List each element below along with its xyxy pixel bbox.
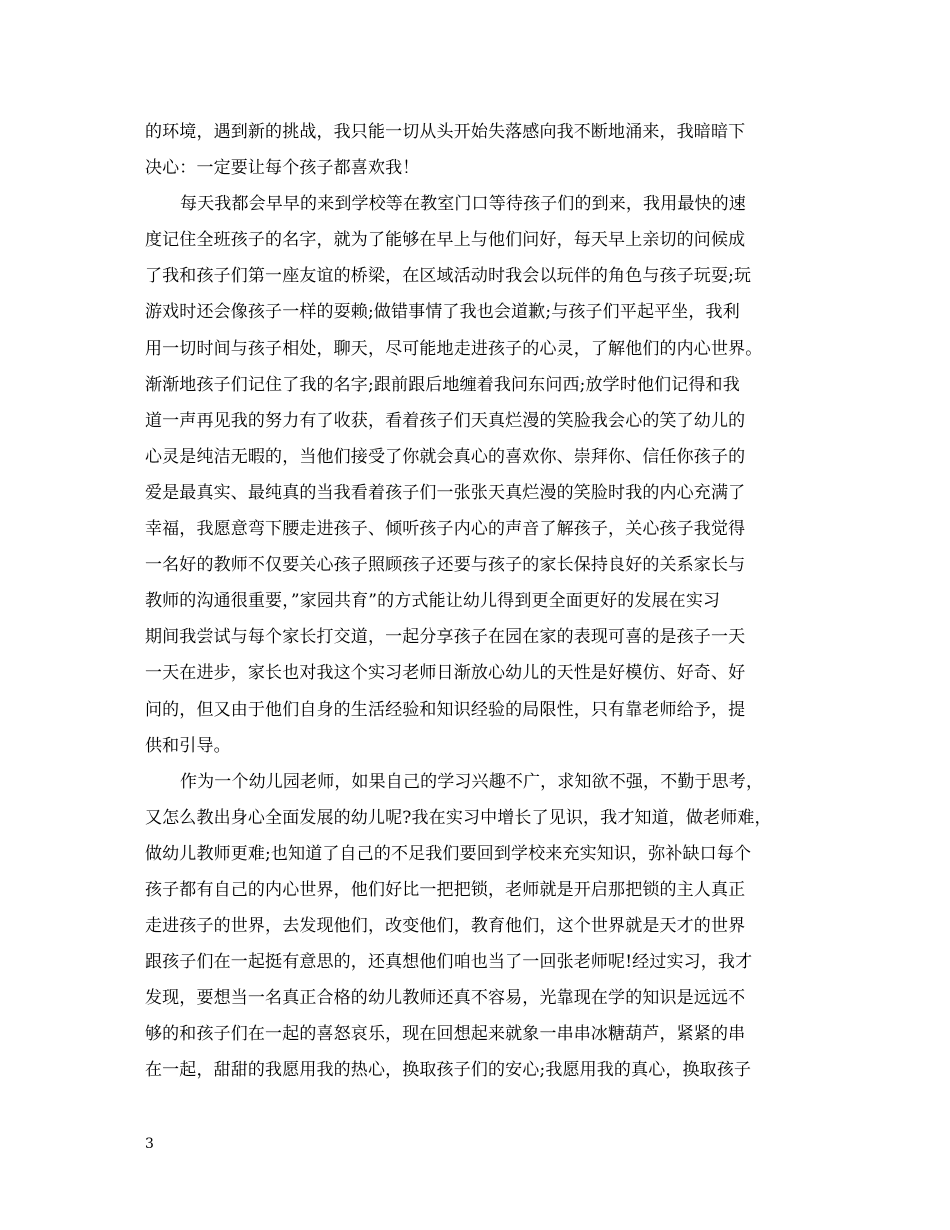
text-line: 幸福，我愿意弯下腰走进孩子、倾听孩子内心的声音了解孩子，关心孩子我觉得 xyxy=(145,519,746,540)
text-line: 渐渐地孩子们记住了我的名字;跟前跟后地缠着我问东问西;放学时他们记得和我 xyxy=(145,374,740,395)
text-line: 期间我尝试与每个家长打交道，一起分享孩子在园在家的表现可喜的是孩子一天 xyxy=(145,627,746,648)
text-line: 教师的沟通很重要，”家园共育”的方式能让幼儿得到更全面更好的发展在实习 xyxy=(145,591,721,612)
text-line: 决心：一定要让每个孩子都喜欢我！ xyxy=(145,158,420,179)
text-line: 发现，要想当一名真正合格的幼儿教师还真不容易，光靠现在学的知识是远远不 xyxy=(145,988,746,1009)
text-line: 又怎么教出身心全面发展的幼儿呢?我在实习中增长了见识，我才知道，做老师难， xyxy=(145,807,772,828)
text-line: 度记住全班孩子的名字，就为了能够在早上与他们问好，每天早上亲切的问候成 xyxy=(145,230,746,251)
text-line: 供和引导。 xyxy=(145,735,231,756)
text-line: 一名好的教师不仅要关心孩子照顾孩子还要与孩子的家长保持良好的关系家长与 xyxy=(145,555,746,576)
text-line: 道一声再见我的努力有了收获，看着孩子们天真烂漫的笑脸我会心的笑了幼儿的 xyxy=(145,410,746,431)
text-line: 作为一个幼儿园老师，如果自己的学习兴趣不广，求知欲不强，不勤于思考， xyxy=(180,771,764,792)
text-line: 游戏时还会像孩子一样的耍赖;做错事情了我也会道歉;与孩子们平起平坐，我利 xyxy=(145,302,740,323)
text-line: 每天我都会早早的来到学校等在教室门口等待孩子们的到来，我用最快的速 xyxy=(180,194,746,215)
body-text xyxy=(145,114,815,1089)
text-line: 在一起，甜甜的我愿用我的热心，换取孩子们的安心;我愿用我的真心，换取孩子 xyxy=(145,1060,752,1081)
text-line: 做幼儿教师更难;也知道了自己的不足我们要回到学校来充实知识，弥补缺口每个 xyxy=(145,843,752,864)
text-line: 够的和孩子们在一起的喜怒哀乐，现在回想起来就象一串串冰糖葫芦，紧紧的串 xyxy=(145,1024,746,1045)
text-line: 跟孩子们在一起挺有意思的，还真想他们咱也当了一回张老师呢!经过实习，我才 xyxy=(145,952,753,973)
text-line: 走进孩子的世界，去发现他们，改变他们，教育他们，这个世界就是天才的世界 xyxy=(145,916,746,937)
page-number: 3 xyxy=(145,1136,154,1152)
text-line: 爱是最真实、最纯真的当我看着孩子们一张张天真烂漫的笑脸时我的内心充满了 xyxy=(145,482,746,503)
text-line: 孩子都有自己的内心世界，他们好比一把把锁，老师就是开启那把锁的主人真正 xyxy=(145,879,746,900)
text-line: 的环境，遇到新的挑战，我只能一切从头开始失落感向我不断地涌来，我暗暗下 xyxy=(145,122,746,142)
text-line: 一天在进步，家长也对我这个实习老师日渐放心幼儿的天性是好模仿、好奇、好 xyxy=(145,663,746,684)
text-line: 了我和孩子们第一座友谊的桥梁，在区域活动时我会以玩伴的角色与孩子玩耍;玩 xyxy=(145,266,752,287)
text-line: 用一切时间与孩子相处，聊天，尽可能地走进孩子的心灵，了解他们的内心世界。 xyxy=(145,338,763,359)
text-line: 问的，但又由于他们自身的生活经验和知识经验的局限性，只有靠老师给予，提 xyxy=(145,699,746,720)
text-line: 心灵是纯洁无暇的，当他们接受了你就会真心的喜欢你、崇拜你、信任你孩子的 xyxy=(145,446,746,467)
